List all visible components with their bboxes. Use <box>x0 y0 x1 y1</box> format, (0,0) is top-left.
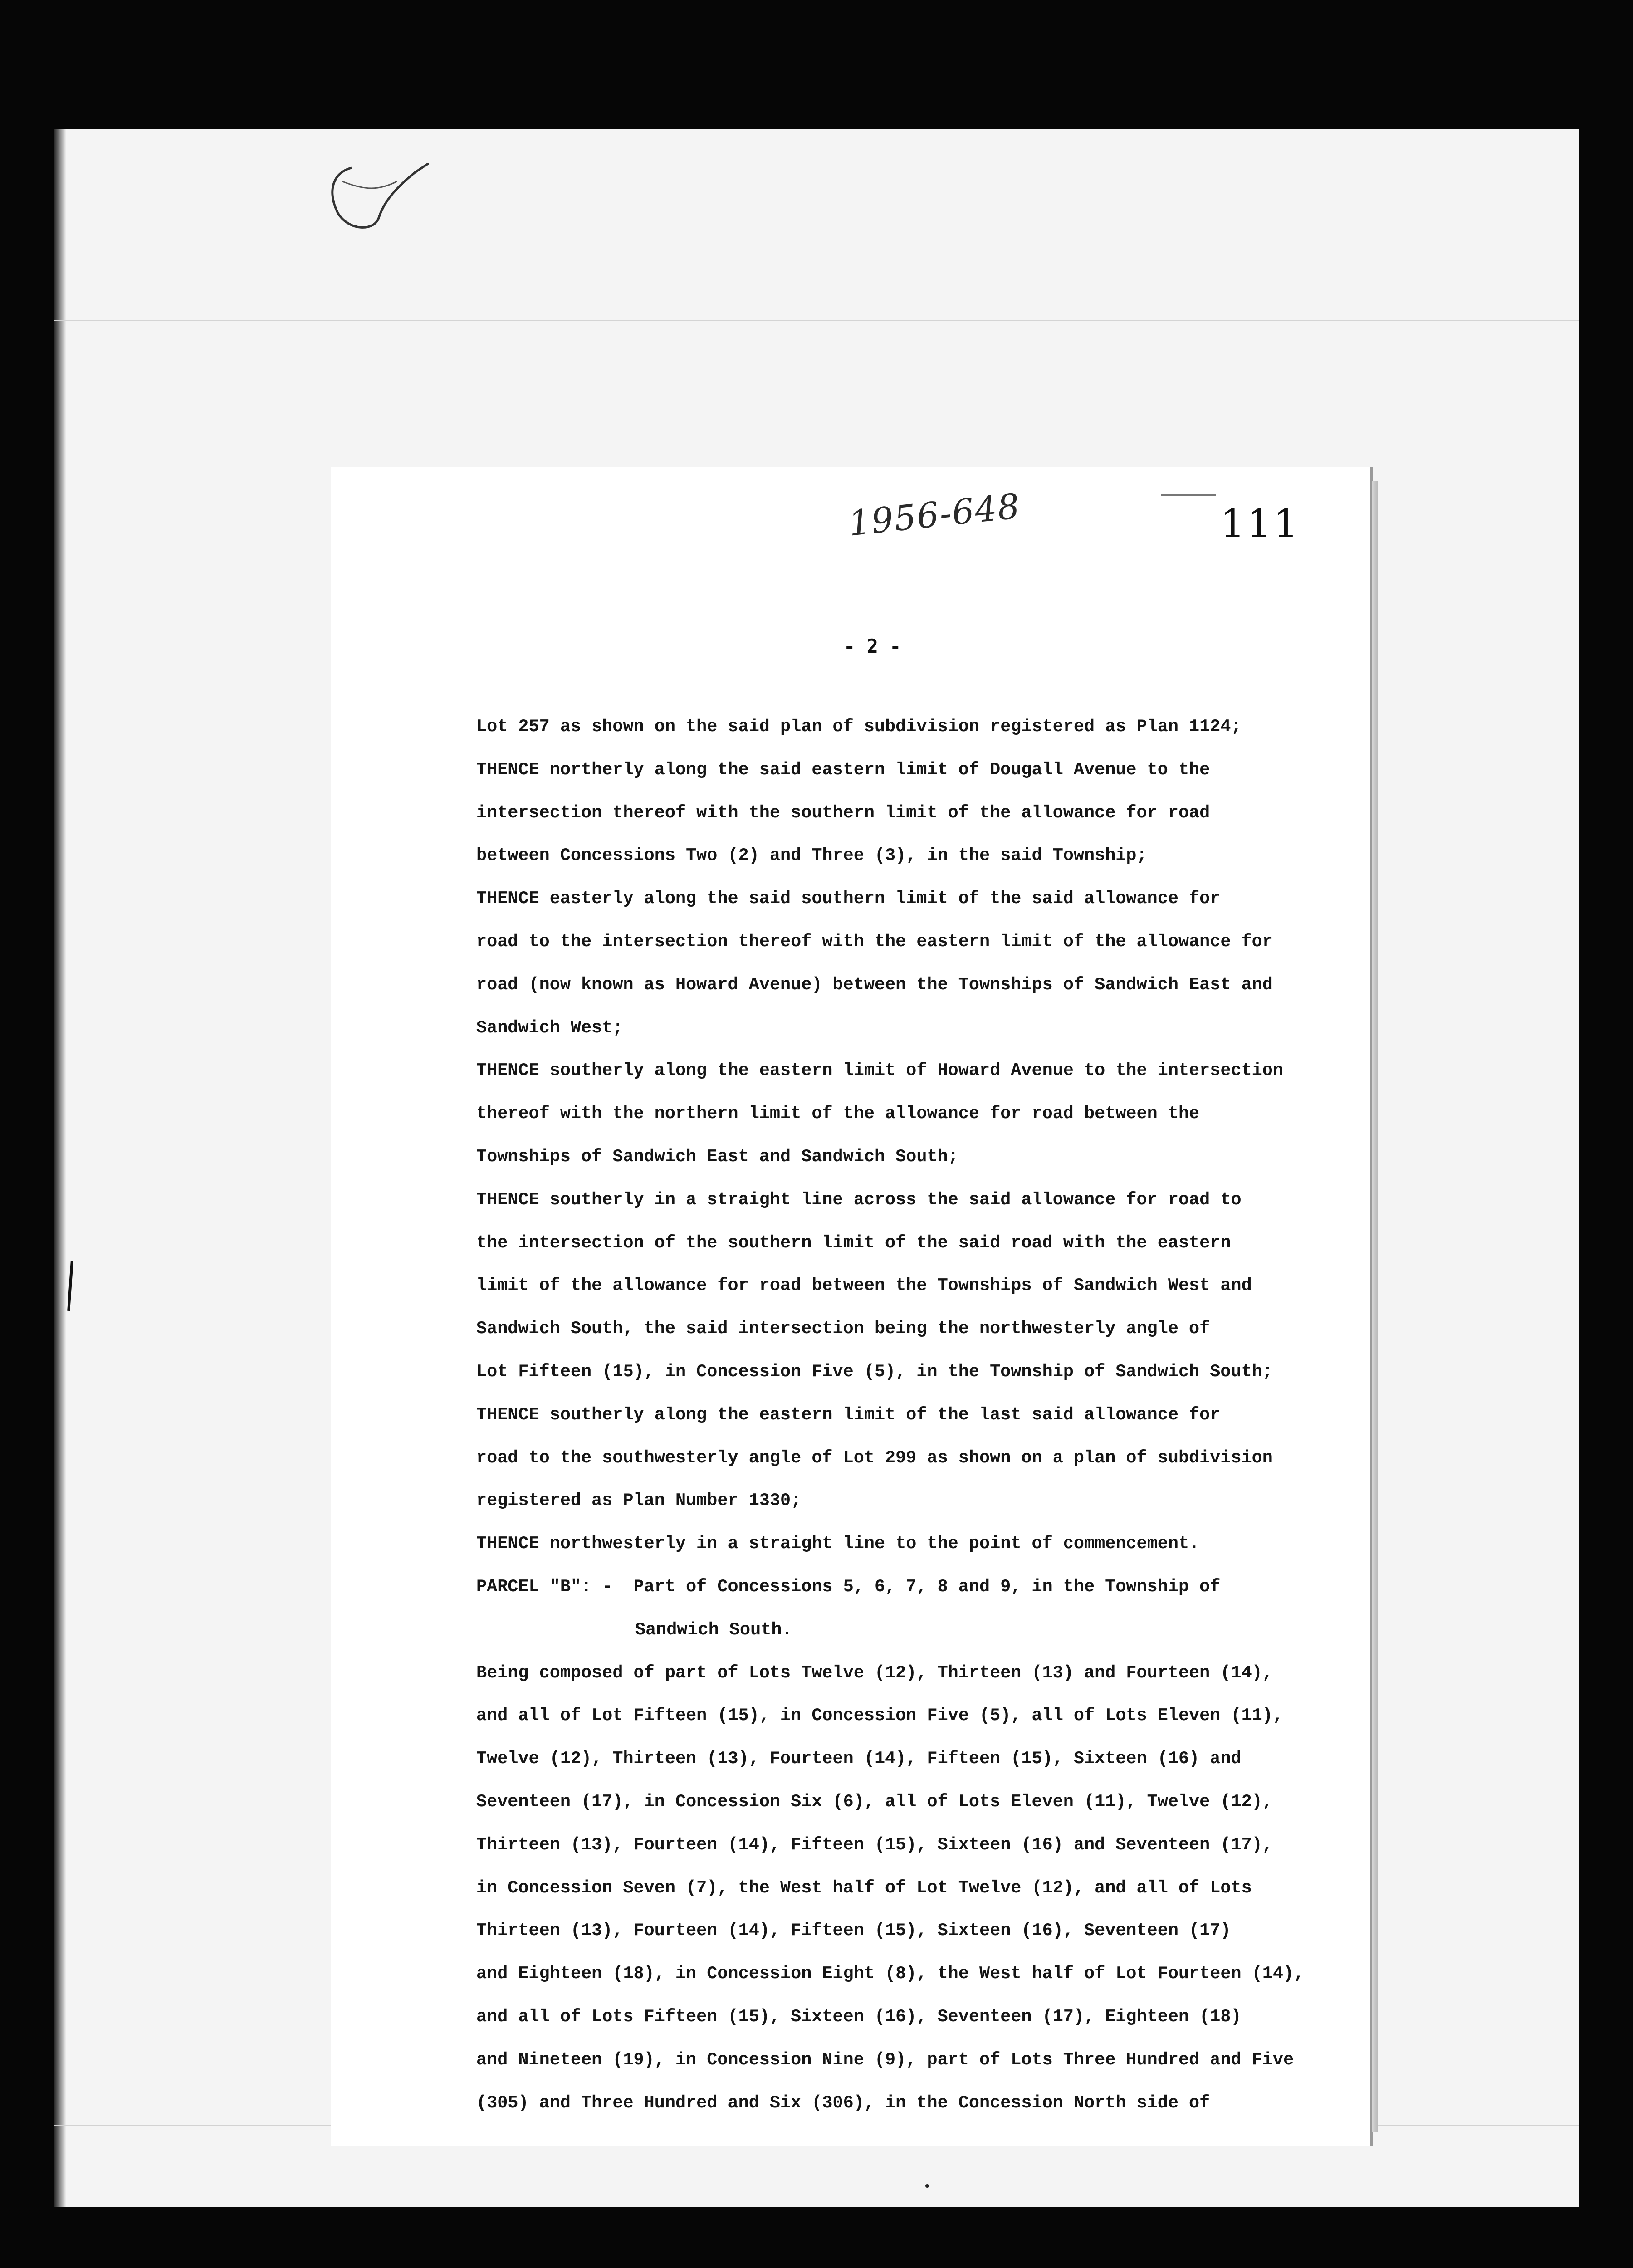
text-line: THENCE northerly along the said eastern limit of Dougall Avenue to the <box>476 759 1210 780</box>
parcel-heading-continued: Sandwich South. <box>635 1619 792 1640</box>
text-line: THENCE northwesterly in a straight line to the point of commencement. <box>476 1534 1200 1554</box>
folio-number: 111 <box>1220 501 1301 547</box>
text-line: between Concessions Two (2) and Three (3), in the said Township; <box>476 846 1147 866</box>
text-line: limit of the allowance for road between the Townships of Sandwich West and <box>476 1276 1252 1296</box>
text-line: registered as Plan Number 1330; <box>476 1491 802 1511</box>
text-line: road to the intersection thereof with the eastern limit of the allowance for <box>476 931 1273 952</box>
handwritten-archive-number: 1956-648 <box>846 485 1022 544</box>
text-line: Lot 257 as shown on the said plan of subdivision registered as Plan 1124; <box>476 717 1242 737</box>
text-line: Sandwich West; <box>476 1017 623 1038</box>
folio-overline <box>1161 494 1216 496</box>
text-line: THENCE southerly along the eastern limit of Howard Avenue to the intersection <box>476 1061 1283 1081</box>
text-line: Being composed of part of Lots Twelve (12), Thirteen (13) and Fourteen (14), <box>476 1662 1273 1683</box>
margin-scribble-mark <box>324 163 429 240</box>
text-line: thereof with the northern limit of the allowance for road between the <box>476 1104 1200 1124</box>
text-line: road (now known as Howard Avenue) between the Townships of Sandwich East and <box>476 974 1273 995</box>
text-line: in Concession Seven (7), the West half of Lot Twelve (12), and all of Lots <box>476 1877 1252 1898</box>
fold-line <box>54 320 1579 321</box>
text-line: the intersection of the southern limit of the said road with the eastern <box>476 1232 1231 1253</box>
text-line: intersection thereof with the southern limit of the allowance for road <box>476 802 1210 823</box>
typed-document-page <box>331 467 1370 2146</box>
document-body <box>476 705 1338 2124</box>
text-line: and all of Lots Fifteen (15), Sixteen (16), Seventeen (17), Eighteen (18) <box>476 2006 1242 2027</box>
text-line: Twelve (12), Thirteen (13), Fourteen (14), Fifteen (15), Sixteen (16) and <box>476 1749 1242 1769</box>
text-line: Thirteen (13), Fourteen (14), Fifteen (15), Sixteen (16), Seventeen (17) <box>476 1921 1231 1941</box>
text-line: and Eighteen (18), in Concession Eight (8), the West half of Lot Fourteen (14), <box>476 1964 1305 1984</box>
text-line: Sandwich South, the said intersection being the northwesterly angle of <box>476 1319 1210 1339</box>
sheet-edge-shadow <box>54 129 66 2207</box>
text-line: Seventeen (17), in Concession Six (6), all of Lots Eleven (11), Twelve (12), <box>476 1791 1273 1812</box>
text-line: THENCE southerly along the eastern limit of the last said allowance for <box>476 1404 1221 1425</box>
page-edge <box>1372 481 1378 2132</box>
speck <box>925 2184 929 2188</box>
text-line: and all of Lot Fifteen (15), in Concession Five (5), all of Lots Eleven (11), <box>476 1706 1283 1726</box>
text-line: and Nineteen (19), in Concession Nine (9), part of Lots Three Hundred and Five <box>476 2049 1294 2070</box>
text-line: Lot Fifteen (15), in Concession Five (5), in the Township of Sandwich South; <box>476 1361 1273 1382</box>
text-line: Thirteen (13), Fourteen (14), Fifteen (15), Sixteen (16) and Seventeen (17), <box>476 1834 1273 1855</box>
page-number: - 2 - <box>844 635 901 657</box>
text-line: (305) and Three Hundred and Six (306), in the Concession North side of <box>476 2092 1210 2113</box>
text-line: Townships of Sandwich East and Sandwich South; <box>476 1146 958 1167</box>
text-line: THENCE easterly along the said southern limit of the said allowance for <box>476 889 1221 909</box>
text-line: THENCE southerly in a straight line across the said allowance for road to <box>476 1189 1242 1210</box>
text-line: road to the southwesterly angle of Lot 299 as shown on a plan of subdivision <box>476 1447 1273 1468</box>
parcel-heading: PARCEL "B": - Part of Concessions 5, 6, 7, 8 and 9, in the Township of <box>476 1576 1221 1597</box>
